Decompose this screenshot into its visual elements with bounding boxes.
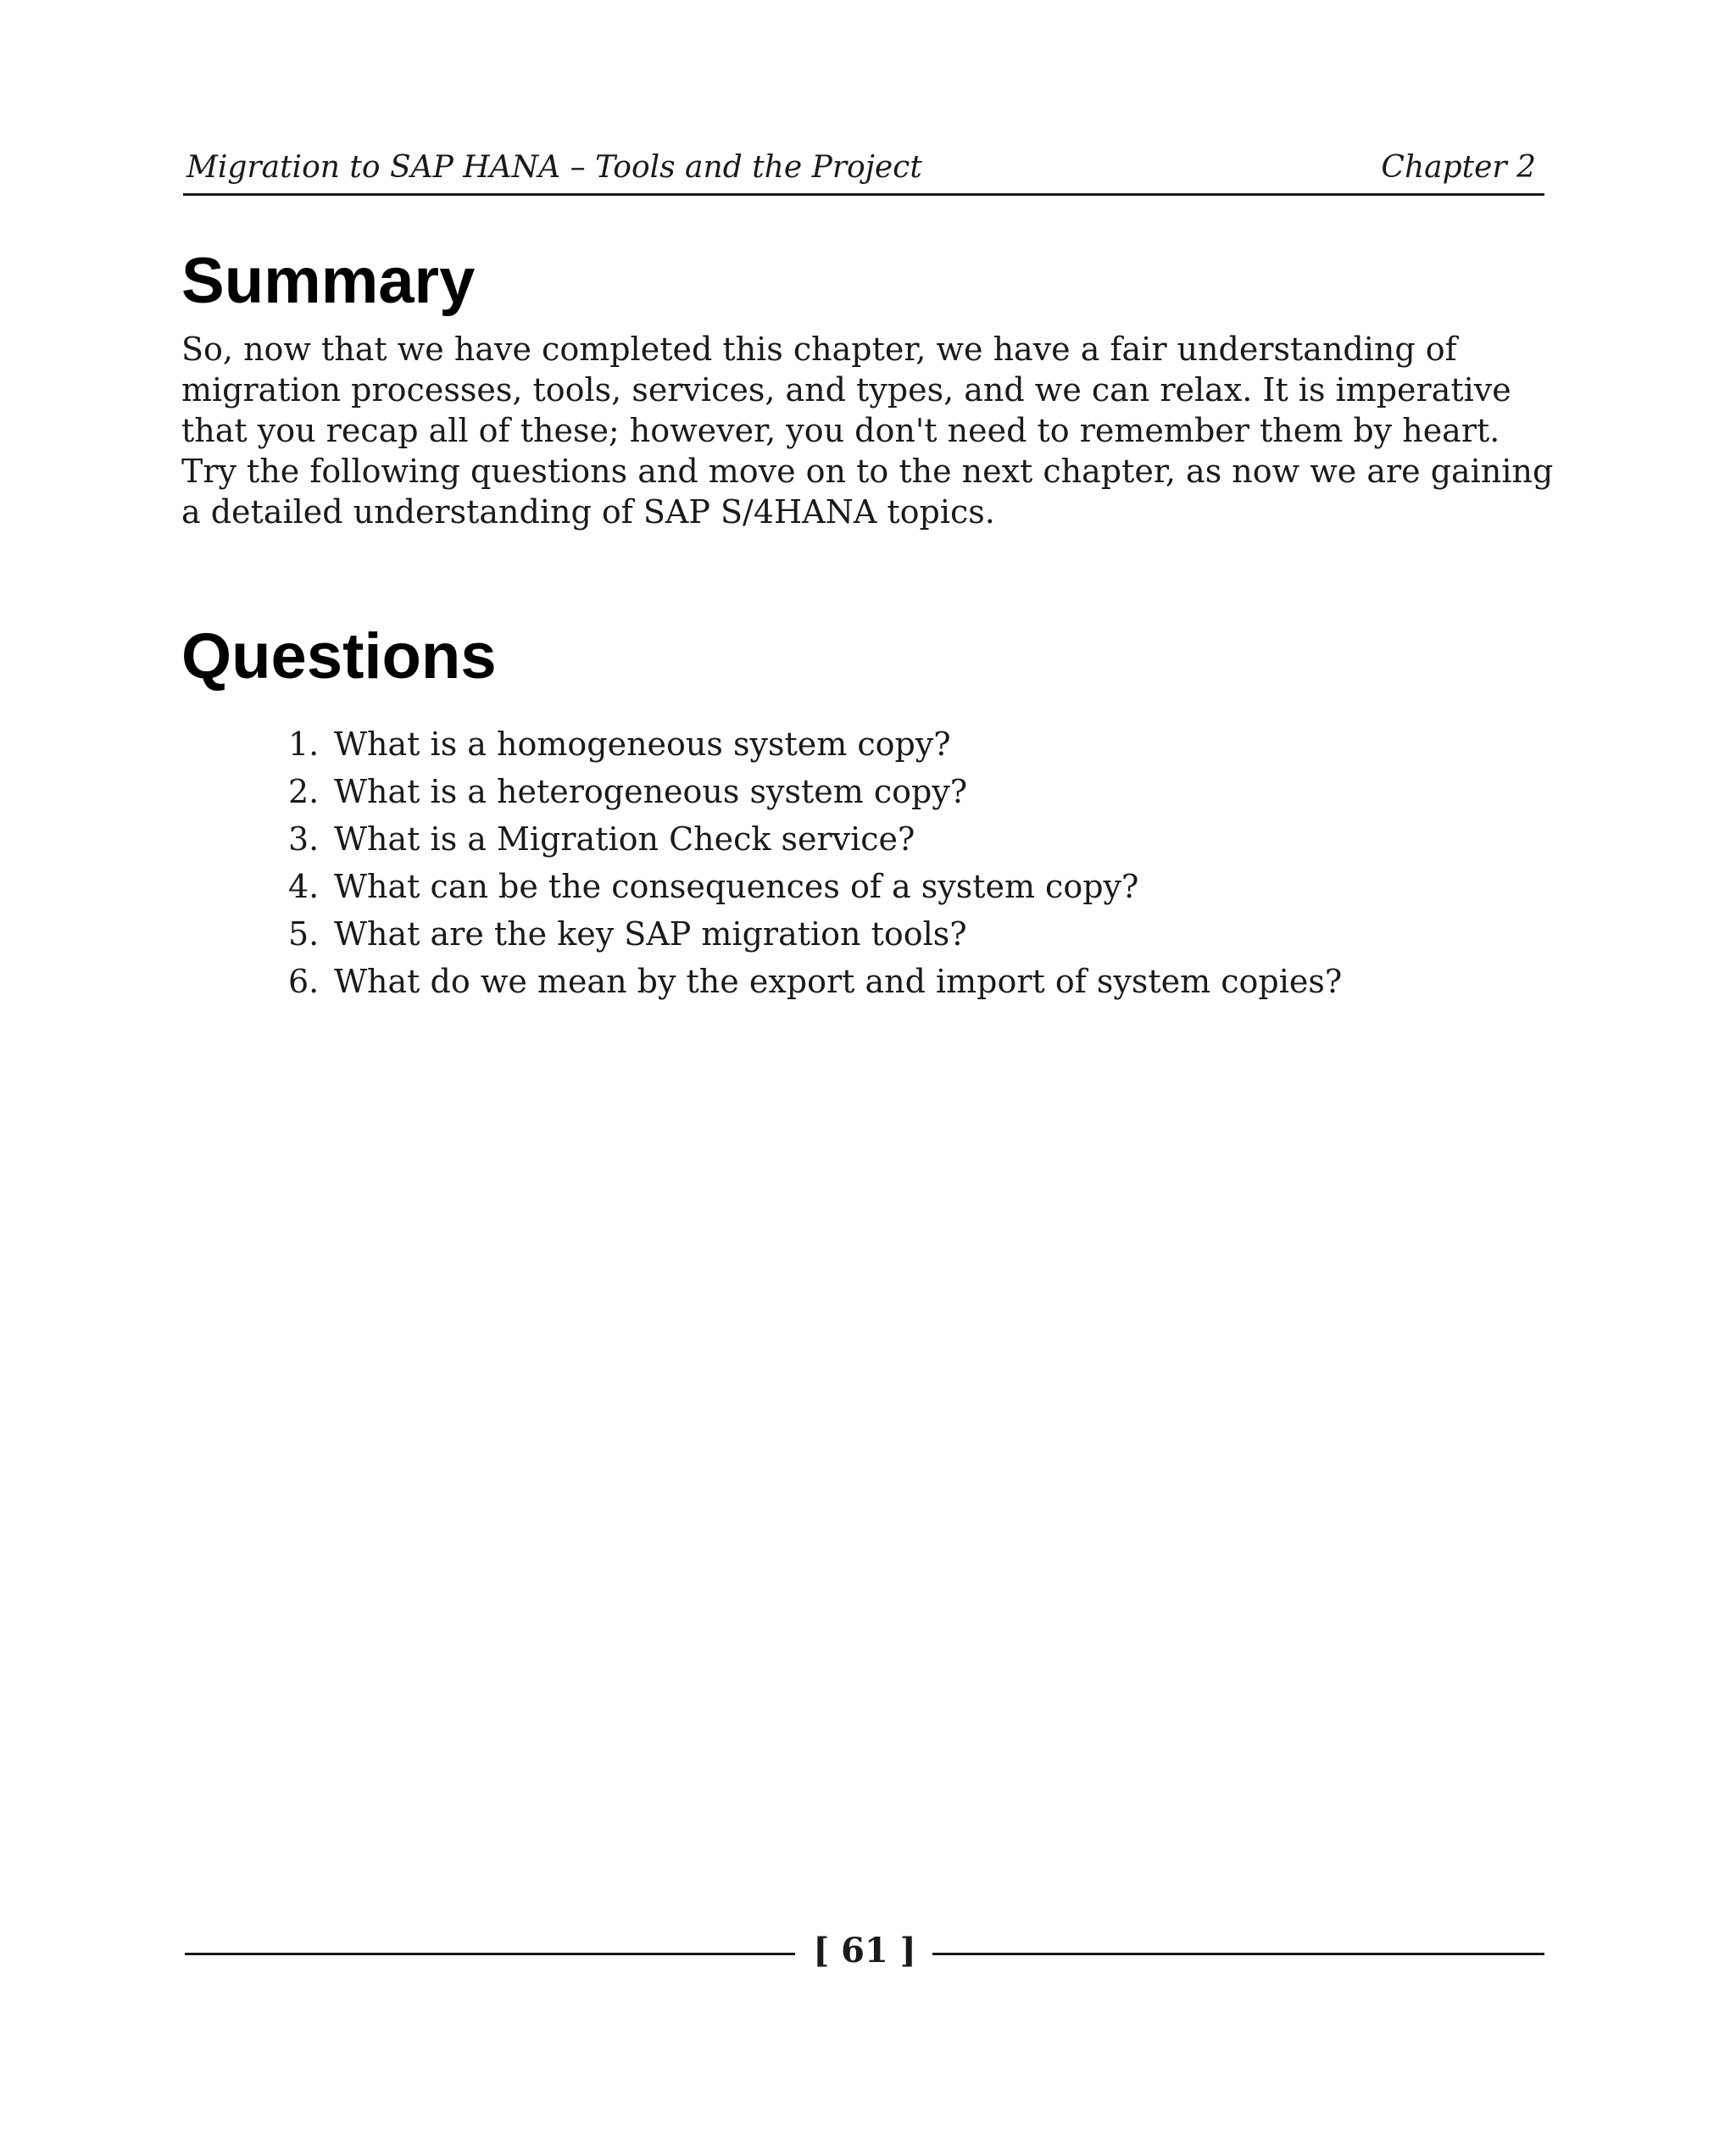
chapter-label: Chapter 2 — [1381, 150, 1536, 185]
summary-paragraph: So, now that we have completed this chapter, we have a fair understanding of migration processes, tools, services, and types, and we can relax. It is imperative that you recap all of these; however, you don't need to remember them by heart. Try the following questions and move on to the next chapter, as now we are gaining a detailed understanding of SAP S/4HANA topics. — [181, 331, 1554, 531]
question-number: 2. — [288, 773, 320, 810]
question-text: What do we mean by the export and import of system copies? — [334, 963, 1343, 1000]
book-title: Migration to SAP HANA – Tools and the Project — [186, 150, 922, 185]
running-header — [183, 141, 1544, 196]
question-text: What can be the consequences of a system copy? — [334, 868, 1139, 905]
question-number: 5. — [288, 915, 320, 953]
footer-rule-right — [932, 1953, 1544, 1955]
page-footer — [185, 1924, 1544, 1983]
question-item — [288, 910, 1543, 958]
question-item — [288, 720, 1543, 768]
question-text: What is a heterogeneous system copy? — [334, 773, 968, 810]
question-number: 3. — [288, 820, 320, 858]
questions-heading: Questions — [181, 620, 497, 692]
question-item — [288, 958, 1543, 1005]
question-number: 1. — [288, 725, 320, 763]
question-text: What is a homogeneous system copy? — [334, 725, 951, 763]
page-number: [ 61 ] — [813, 1931, 916, 1970]
question-number: 6. — [288, 963, 320, 1000]
question-text: What is a Migration Check service? — [334, 820, 915, 858]
question-item — [288, 815, 1543, 863]
question-number: 4. — [288, 868, 320, 905]
question-item — [288, 768, 1543, 815]
question-item — [288, 863, 1543, 910]
question-list — [288, 720, 1543, 1005]
summary-heading: Summary — [181, 245, 476, 317]
question-text: What are the key SAP migration tools? — [334, 915, 967, 953]
